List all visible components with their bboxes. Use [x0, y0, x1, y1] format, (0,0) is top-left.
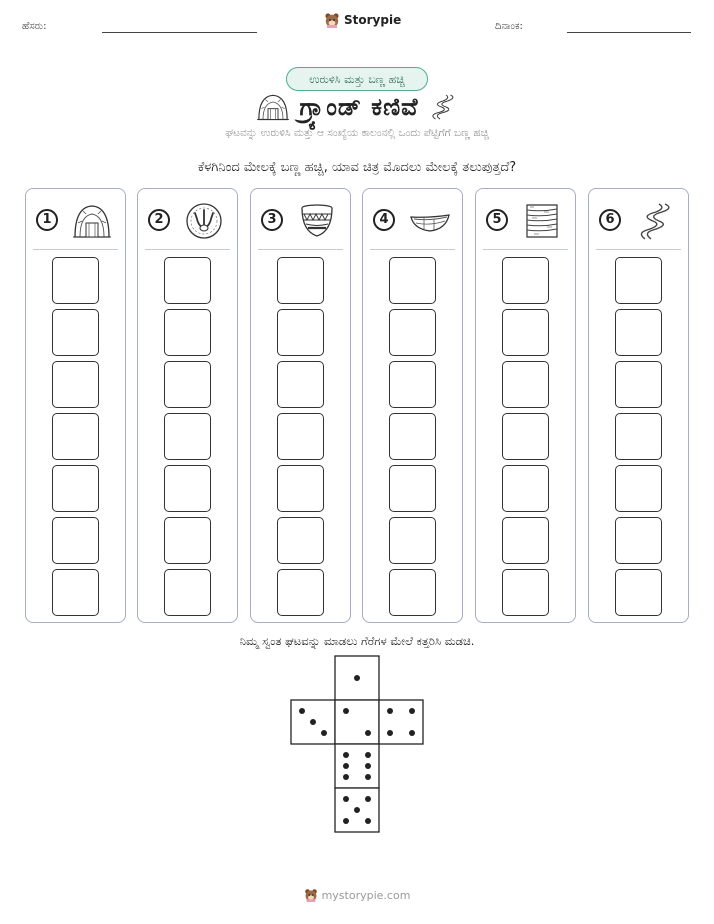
- color-box[interactable]: [502, 257, 549, 304]
- footer-url[interactable]: mystorypie.com: [321, 888, 411, 902]
- fossil-footprint-icon: [184, 201, 224, 241]
- color-box[interactable]: [615, 257, 662, 304]
- color-box[interactable]: [52, 309, 99, 356]
- color-box[interactable]: [277, 569, 324, 616]
- die-face: [379, 700, 423, 744]
- cut-fold-instruction: ನಿಮ್ಮ ಸ್ವಂತ ಘಟವನ್ನು ಮಾಡಲು ಗೆರೆಗಳ ಮೇಲೆ ಕತ್ತರಿಸಿ ಮಡಚಿ.: [239, 634, 475, 648]
- cave-dwelling-icon: [256, 92, 290, 122]
- column-divider: [145, 249, 230, 250]
- color-box[interactable]: [389, 569, 436, 616]
- color-box[interactable]: [277, 309, 324, 356]
- color-box[interactable]: [615, 361, 662, 408]
- color-box[interactable]: [164, 257, 211, 304]
- color-box[interactable]: [52, 413, 99, 460]
- roll-and-color-badge: ಉರುಳಿಸಿ ಮತ್ತು ಬಣ್ಣ ಹಚ್ಚಿ: [286, 67, 428, 91]
- color-box[interactable]: [389, 361, 436, 408]
- color-box[interactable]: [164, 361, 211, 408]
- storypie-logo: [324, 12, 401, 28]
- column-divider: [483, 249, 568, 250]
- die-face: [335, 788, 379, 832]
- brand-name: Storypie: [344, 13, 402, 27]
- color-box[interactable]: [52, 465, 99, 512]
- color-box[interactable]: [615, 465, 662, 512]
- column-divider: [258, 249, 343, 250]
- die-face: [335, 744, 379, 788]
- color-box[interactable]: [615, 413, 662, 460]
- column-divider: [370, 249, 455, 250]
- color-box[interactable]: [277, 413, 324, 460]
- rock-layers-icon: [522, 201, 562, 241]
- column-divider: [596, 249, 681, 250]
- column-4: [362, 188, 463, 623]
- color-box[interactable]: [277, 517, 324, 564]
- date-line[interactable]: [567, 32, 691, 33]
- column-number: 4: [373, 209, 395, 231]
- color-box[interactable]: [277, 465, 324, 512]
- color-box[interactable]: [615, 517, 662, 564]
- column-2: [137, 188, 238, 623]
- color-box[interactable]: [52, 361, 99, 408]
- color-box[interactable]: [389, 413, 436, 460]
- date-label: ದಿನಾಂಕ:: [495, 21, 523, 32]
- column-number: 3: [261, 209, 283, 231]
- column-header: [26, 201, 125, 239]
- column-header: [589, 201, 688, 239]
- footer: [0, 888, 714, 902]
- title-row: [0, 92, 714, 122]
- color-box[interactable]: [615, 309, 662, 356]
- die-face: [335, 656, 379, 700]
- color-box[interactable]: [277, 257, 324, 304]
- color-box[interactable]: [52, 569, 99, 616]
- color-box[interactable]: [164, 413, 211, 460]
- color-box[interactable]: [389, 465, 436, 512]
- die-face: [291, 700, 335, 744]
- bear-mascot-icon: [304, 888, 318, 902]
- name-line[interactable]: [102, 32, 257, 33]
- clay-pot-icon: [297, 201, 337, 241]
- color-box[interactable]: [164, 517, 211, 564]
- column-5: [475, 188, 576, 623]
- column-6: [588, 188, 689, 623]
- color-box[interactable]: [164, 569, 211, 616]
- color-box[interactable]: [502, 569, 549, 616]
- color-box[interactable]: [277, 361, 324, 408]
- column-1: [25, 188, 126, 623]
- column-number: 5: [486, 209, 508, 231]
- color-box[interactable]: [164, 309, 211, 356]
- bear-mascot-icon: [324, 12, 340, 28]
- color-box[interactable]: [502, 517, 549, 564]
- column-header: [363, 201, 462, 239]
- column-header: [251, 201, 350, 239]
- color-box[interactable]: [164, 465, 211, 512]
- color-box[interactable]: [502, 309, 549, 356]
- column-divider: [33, 249, 118, 250]
- color-box[interactable]: [52, 517, 99, 564]
- page-title: ಗ್ರ್ಯಾಂಡ್ ಕಣಿವೆ: [299, 93, 419, 121]
- color-box[interactable]: [615, 569, 662, 616]
- winding-river-icon: [635, 201, 675, 241]
- color-box[interactable]: [389, 517, 436, 564]
- subtitle: ಘಟವನ್ನು ಉರುಳಿಸಿ ಮತ್ತು ಆ ಸಂಖ್ಯೆಯ ಕಾಲಂನಲ್ಲಿ ಒಂದು ಪೆಟ್ಟಿಗೆಗೆ ಬಣ್ಣ ಹಚ್ಚಿ: [225, 127, 489, 139]
- column-number: 2: [148, 209, 170, 231]
- color-box[interactable]: [52, 257, 99, 304]
- name-label: ಹೆಸರು:: [22, 21, 47, 32]
- color-box[interactable]: [389, 257, 436, 304]
- column-3: [250, 188, 351, 623]
- column-number: 6: [599, 209, 621, 231]
- column-number: 1: [36, 209, 58, 231]
- color-box[interactable]: [502, 361, 549, 408]
- color-box[interactable]: [502, 413, 549, 460]
- column-header: [138, 201, 237, 239]
- wooden-boat-icon: [407, 201, 453, 241]
- color-box[interactable]: [502, 465, 549, 512]
- question: ಕೆಳಗಿನಿಂದ ಮೇಲಕ್ಕೆ ಬಣ್ಣ ಹಚ್ಚಿ, ಯಾವ ಚಿತ್ರ ಮೊದಲು ಮೇಲಕ್ಕೆ ತಲುಪುತ್ತದೆ?: [197, 160, 517, 175]
- color-box[interactable]: [389, 309, 436, 356]
- winding-river-icon: [428, 92, 458, 122]
- columns-grid: [25, 188, 690, 624]
- cave-dwelling-icon: [72, 201, 112, 241]
- die-face: [335, 700, 379, 744]
- column-header: [476, 201, 575, 239]
